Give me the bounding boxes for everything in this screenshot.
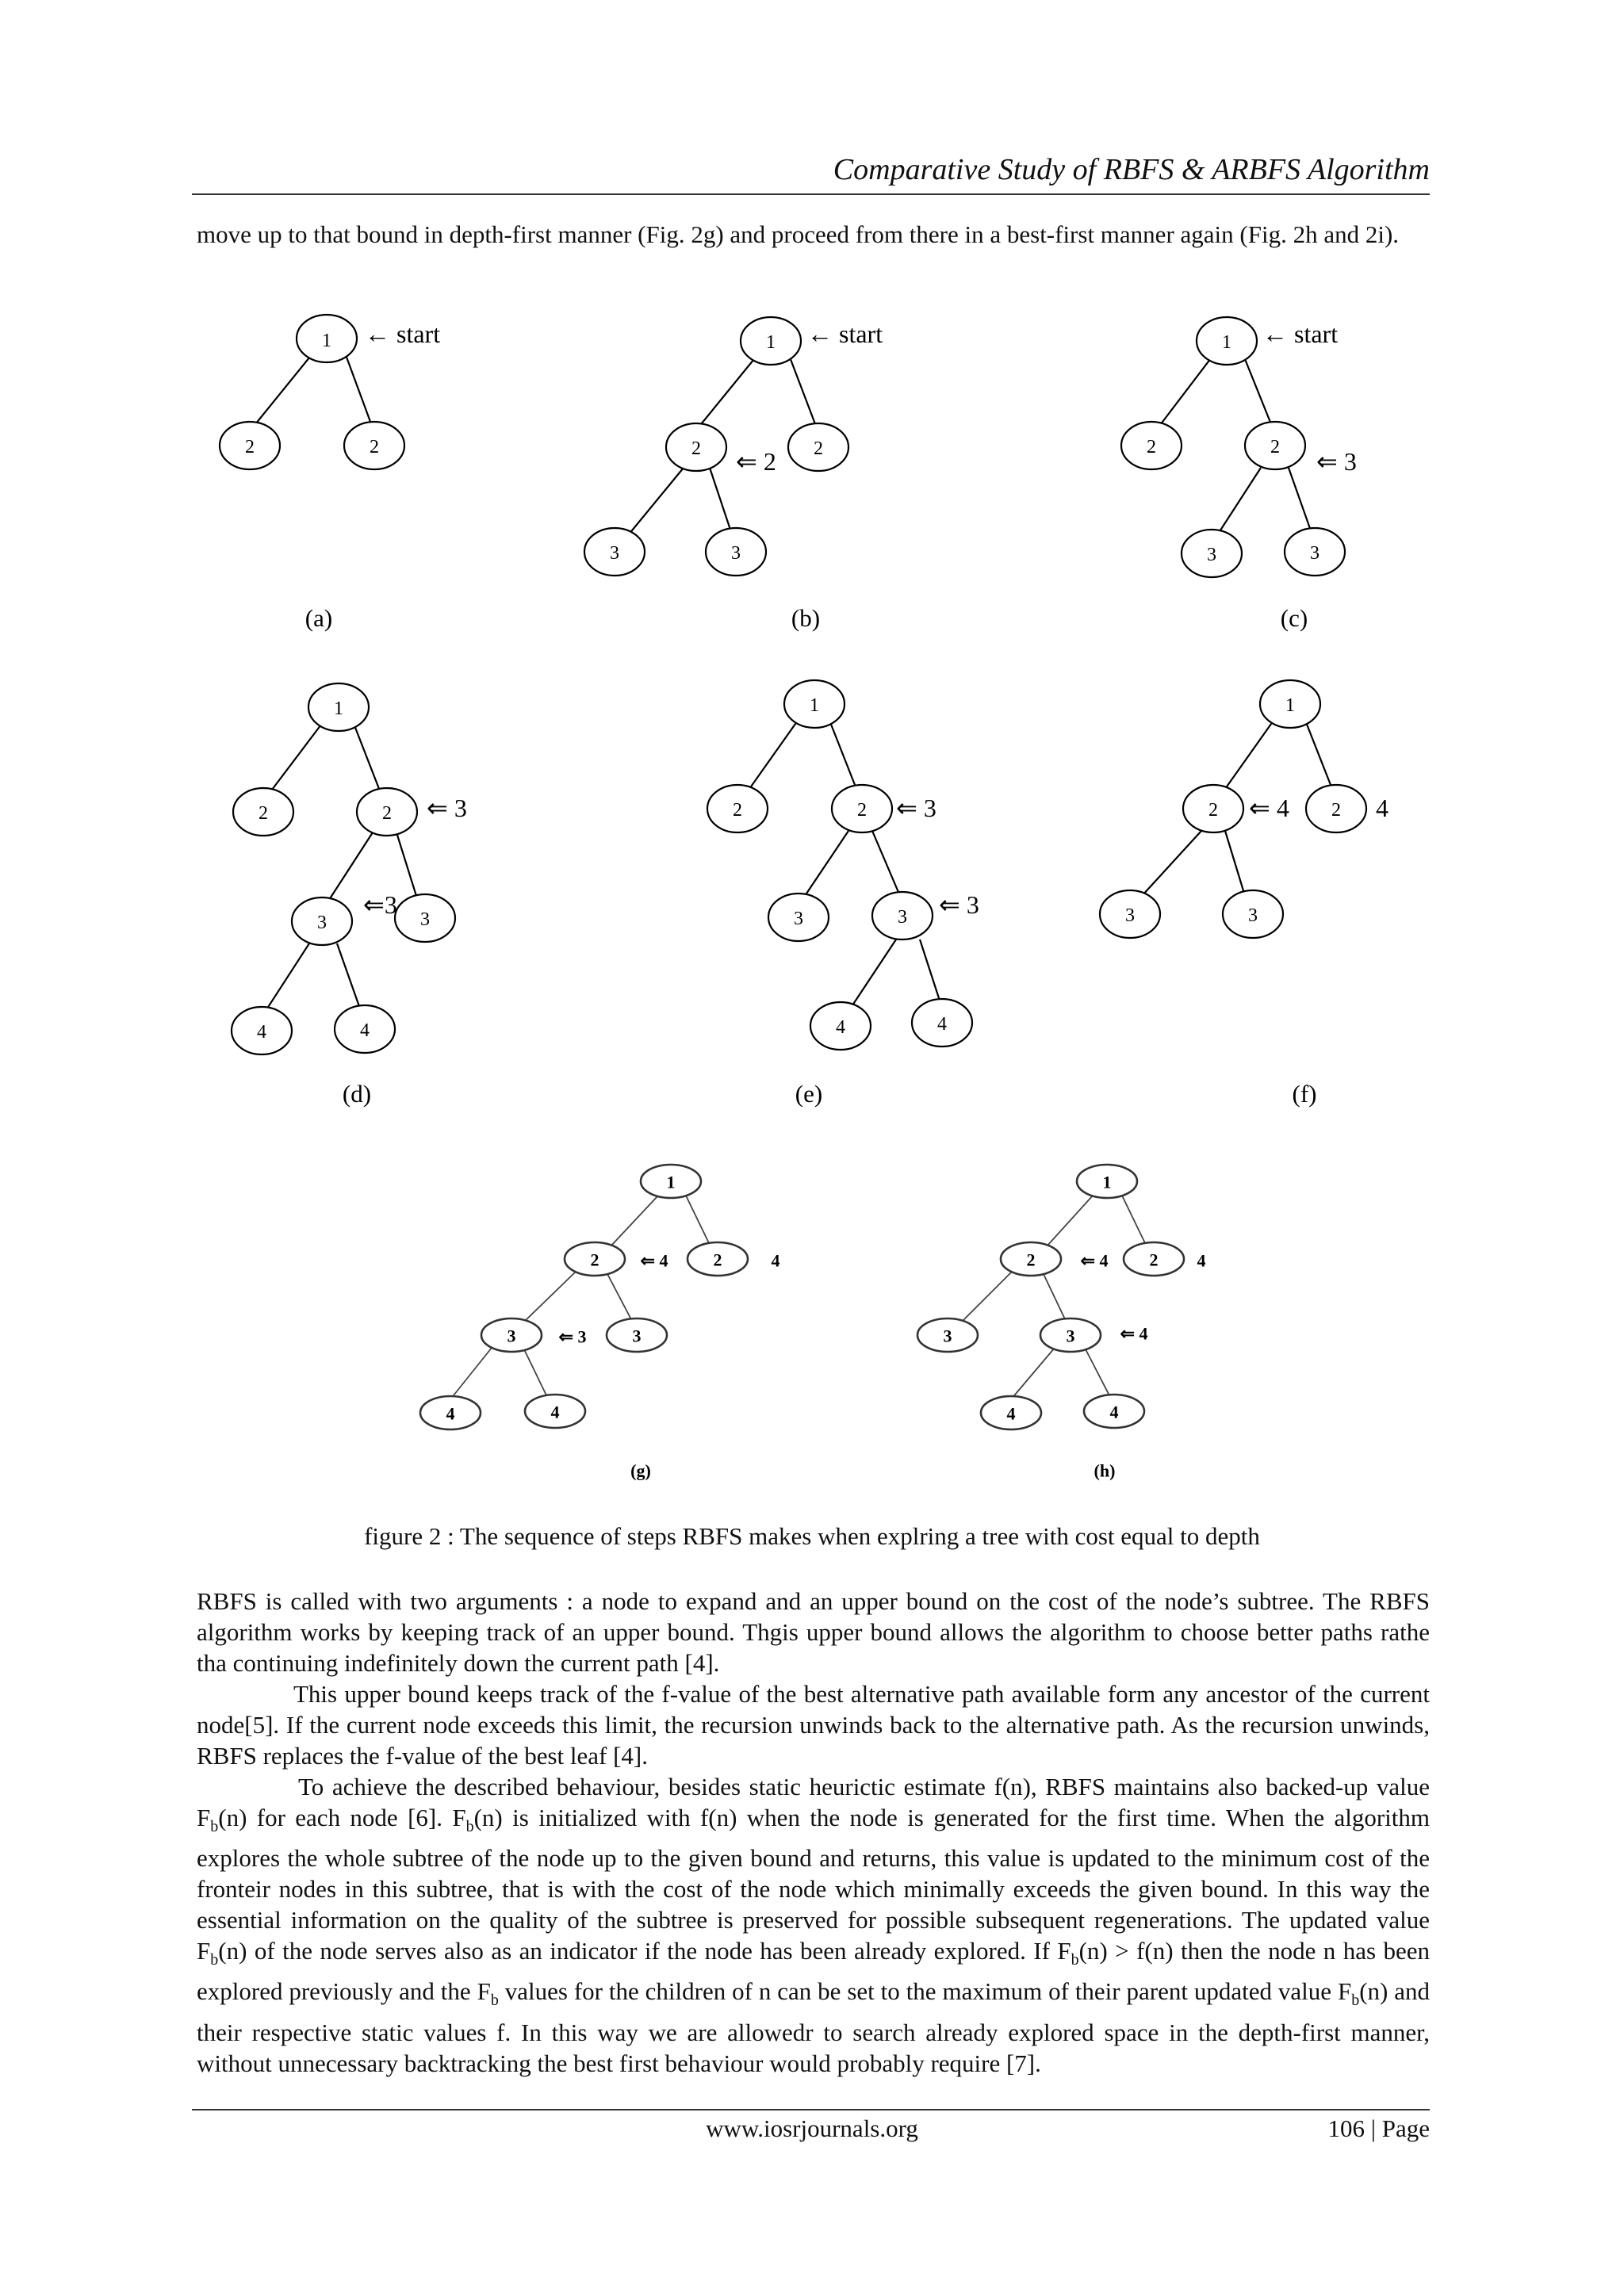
subfigure-e (707, 680, 979, 1108)
node-label: 2 (1026, 1249, 1036, 1270)
node-label: 1 (1102, 1172, 1112, 1192)
subfigure-label: (a) (304, 604, 333, 632)
node-label: 3 (1066, 1326, 1075, 1346)
subfigure-d (232, 683, 467, 1108)
footer-rule (192, 2109, 1430, 2110)
bound-label: 4 (771, 1250, 780, 1271)
node-label: 1 (322, 331, 331, 351)
node-label: 2 (382, 803, 392, 824)
page-number: 106 | Page (1327, 2114, 1430, 2142)
subfigure-label: (d) (342, 1080, 372, 1108)
node-label: 3 (632, 1326, 642, 1346)
bound-label: ⇐ 3 (1316, 447, 1357, 476)
node-label: 3 (1125, 905, 1135, 926)
node-label: 3 (1248, 905, 1258, 926)
node-label: 1 (666, 1172, 676, 1192)
bound-label: ⇐ 4 (1249, 794, 1289, 822)
node-label: 4 (1006, 1403, 1016, 1424)
bound-label: ⇐ 3 (558, 1326, 587, 1347)
bound-label: 4 (1197, 1250, 1206, 1271)
bound-label: ⇐3 (363, 890, 397, 919)
node-label: 4 (1109, 1402, 1119, 1422)
subfigure-b (584, 317, 883, 632)
node-label: 2 (1270, 437, 1280, 457)
node-label: 3 (943, 1326, 952, 1346)
node-label: 3 (794, 909, 803, 929)
subfigure-label: (c) (1280, 604, 1308, 632)
node-label: 3 (317, 913, 327, 933)
paragraph: RBFS is called with two arguments : a node to expand and an upper bound on the cost of the node’s subtree. The RBFS algorithm works by keeping track of an upper bound. Thgis upper bound allows the algorithm to choose better paths rathe tha continuing indefinitely down the current path [4]. (197, 1587, 1430, 1677)
node-label: 2 (733, 800, 742, 821)
subfigure-c (1121, 317, 1357, 632)
bound-label: ⇐ 3 (939, 890, 979, 919)
node-label: 1 (334, 698, 343, 719)
node-label: 1 (810, 695, 819, 716)
node-label: 2 (1331, 800, 1341, 821)
bound-label: 4 (1376, 794, 1388, 822)
start-label: ← start (1262, 320, 1339, 348)
node-label: 4 (360, 1020, 370, 1041)
node-label: 2 (370, 437, 379, 457)
node-label: 4 (257, 1022, 266, 1043)
page-header-title: Comparative Study of RBFS & ARBFS Algorithm (833, 153, 1430, 186)
node-label: 2 (245, 437, 255, 457)
bound-label: ⇐ 2 (736, 447, 776, 476)
node-label: 1 (1222, 332, 1231, 353)
node-label: 4 (937, 1014, 947, 1035)
subfigure-label: (g) (630, 1460, 651, 1481)
paragraph: This upper bound keeps track of the f-value of the best alternative path available form any ancestor of the current node[5]. If the current node exceeds this limit, the recursion unwinds back to the alternative path. As the recursion unwinds, RBFS replaces the f-value of the best leaf [4]. (197, 1680, 1430, 1770)
subfigure-label: (f) (1292, 1080, 1317, 1108)
start-label: ← start (365, 320, 441, 348)
node-label: 2 (1147, 437, 1156, 457)
node-label: 3 (1310, 543, 1320, 564)
bound-label: ⇐ 3 (896, 794, 936, 822)
footer-url: www.iosrjournals.org (706, 2114, 918, 2142)
node-label: 2 (691, 438, 701, 459)
subfigure-f (1100, 680, 1388, 1108)
intro-paragraph: move up to that bound in depth-first manner (Fig. 2g) and proceed from there in a best-first manner again (Fig. 2h and 2i). (197, 220, 1400, 248)
subfigure-g (420, 1165, 780, 1481)
subfigure-label: (b) (791, 604, 821, 632)
subfigure-a (220, 315, 440, 632)
subfigure-label: (e) (795, 1080, 823, 1108)
node-label: 2 (259, 803, 268, 824)
node-label: 2 (713, 1249, 722, 1270)
paragraph: To achieve the described behaviour, besides static heurictic estimate f(n), RBFS maintains also backed-up value $F_b(n)$ for each node [6]. $F_b(n)$ is initialized with f(n) when the node is generated for the first time. When the algorithm explores the whole subtree of the node up to the given bound and returns, this value is updated to the minimum cost of the fronteir nodes in this subtree, that is with the cost of the node which minimally exceeds the given bound. In this way the essential information on the quality of the subtree is preserved for possible subsequent regenerations. The updated value $F_b(n)$ of the node serves also as an indicator if the node has been already explored. If $F_b(n) > f(n)$ then the node n has been explored previously and the $F_b$ values for the children of n can be set to the maximum of their parent updated value $F_b(n)$ and their respective static values f. In this way we are allowedr to search already explored space in the depth-first manner, without unnecessary backtracking the best first behaviour would probably require [7]. (197, 1773, 1431, 2077)
bound-label: ⇐ 3 (427, 794, 467, 822)
node-label: 3 (1207, 545, 1216, 565)
node-label: 4 (446, 1403, 455, 1424)
body-text (197, 1586, 1430, 2079)
node-label: 3 (610, 543, 619, 564)
node-label: 3 (507, 1326, 516, 1346)
figure-caption: figure 2 : The sequence of steps RBFS makes when explring a tree with cost equal to depth (364, 1522, 1260, 1550)
subfigure-label: (h) (1094, 1460, 1116, 1481)
node-label: 4 (550, 1402, 560, 1422)
node-label: 2 (857, 800, 867, 821)
start-label: ← start (807, 320, 883, 348)
subfigure-h (917, 1165, 1206, 1481)
node-label: 1 (1285, 695, 1295, 716)
node-label: 2 (590, 1249, 599, 1270)
node-label: 4 (836, 1017, 845, 1038)
bound-label: ⇐ 4 (1120, 1323, 1148, 1344)
node-label: 3 (731, 543, 741, 564)
node-label: 3 (898, 907, 907, 928)
bound-label: ⇐ 4 (1080, 1250, 1109, 1271)
node-label: 2 (814, 438, 823, 459)
bound-label: ⇐ 4 (640, 1250, 668, 1271)
node-label: 2 (1208, 800, 1218, 821)
node-label: 3 (420, 909, 430, 930)
node-label: 2 (1149, 1249, 1159, 1270)
node-label: 1 (766, 332, 776, 353)
